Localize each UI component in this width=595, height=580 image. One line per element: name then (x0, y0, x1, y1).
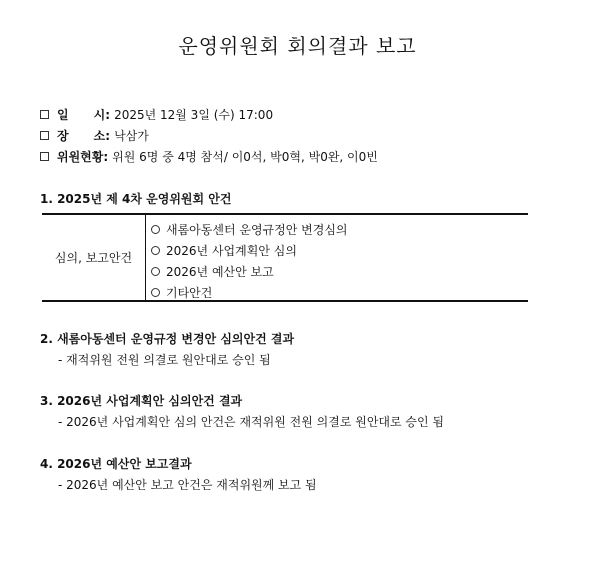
info-value: 위원 6명 중 4명 참석/ 이0석, 박0혁, 박0완, 이0빈 (112, 150, 378, 164)
info-label: 일 시: (57, 108, 111, 122)
agenda-item (151, 240, 348, 261)
section-3-result: - 2026년 사업계획안 심의 안건은 재적위원 전원 의결로 원안대로 승인 됨 (58, 415, 444, 429)
info-label: 위원현황: (57, 150, 109, 164)
section-2-result: - 재적위원 전원 의결로 원안대로 승인 됨 (58, 353, 271, 367)
agenda-item (151, 261, 348, 282)
agenda-items (146, 215, 348, 300)
circle-bullet-icon (151, 267, 160, 276)
agenda-item-text: 2026년 사업계획안 심의 (166, 244, 297, 258)
info-value: 2025년 12월 3일 (수) 17:00 (114, 108, 274, 122)
agenda-item (151, 282, 348, 303)
info-label: 장 소: (57, 129, 111, 143)
circle-bullet-icon (151, 288, 160, 297)
agenda-item (151, 219, 348, 240)
info-row-attendance (40, 146, 378, 167)
meeting-info (40, 104, 378, 167)
section-4-result: - 2026년 예산안 보고 안건은 재적위원께 보고 됨 (58, 478, 317, 492)
circle-bullet-icon (151, 246, 160, 255)
info-row-datetime (40, 104, 378, 125)
agenda-table-label: 심의, 보고안건 (42, 215, 146, 300)
document-title: 운영위원회 회의결과 보고 (178, 34, 417, 58)
agenda-item-text: 기타안건 (166, 286, 213, 300)
checkbox-icon (40, 152, 49, 161)
agenda-item-text: 새롬아동센터 운영규정안 변경심의 (166, 223, 348, 237)
info-row-location (40, 125, 378, 146)
agenda-table (42, 213, 528, 302)
checkbox-icon (40, 110, 49, 119)
checkbox-icon (40, 131, 49, 140)
section-4-heading: 4. 2026년 예산안 보고결과 (40, 457, 192, 471)
section-3-heading: 3. 2026년 사업계획안 심의안건 결과 (40, 394, 243, 408)
section-2-heading: 2. 새롬아동센터 운영규정 변경안 심의안건 결과 (40, 332, 295, 346)
section-1-heading: 1. 2025년 제 4차 운영위원회 안건 (40, 192, 232, 206)
circle-bullet-icon (151, 225, 160, 234)
agenda-item-text: 2026년 예산안 보고 (166, 265, 274, 279)
info-value: 낙삼가 (114, 129, 149, 143)
